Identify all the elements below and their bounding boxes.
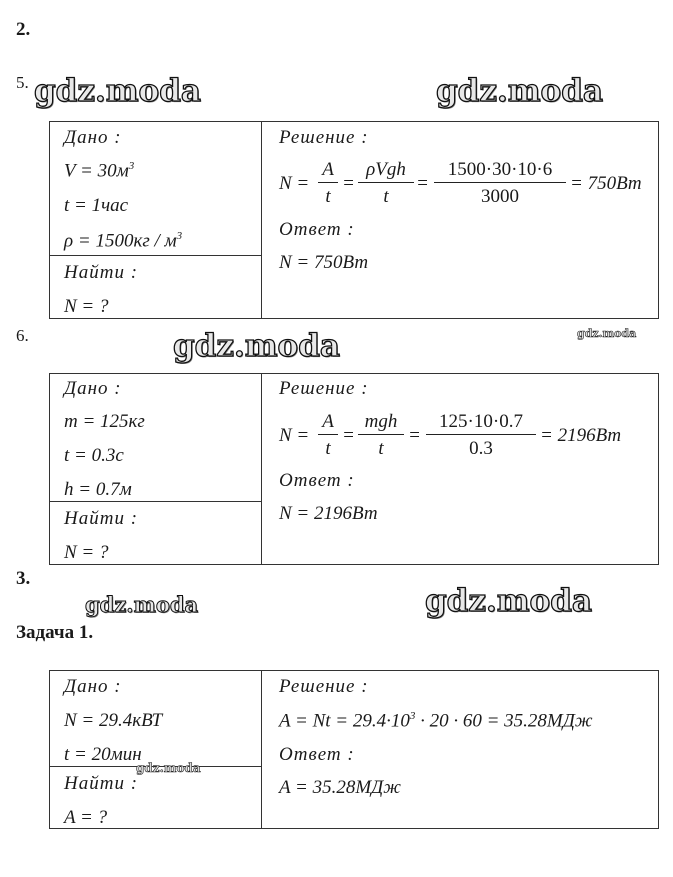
row-divider [50, 255, 261, 256]
given-height: h = 0.7м [64, 479, 132, 500]
solution-header: Решение : [279, 378, 369, 399]
answer-header: Ответ : [279, 219, 355, 240]
given-time: t = 20мин [64, 744, 142, 765]
answer-value: N = 2196Вт [279, 503, 378, 524]
column-divider [261, 122, 262, 318]
solution-header: Решение : [279, 127, 369, 148]
answer-value: A = 35.28МДж [279, 777, 401, 798]
task-5-label: 5. [16, 73, 29, 92]
given-header: Дано : [64, 676, 122, 697]
answer-header: Ответ : [279, 470, 355, 491]
find-value: N = ? [64, 296, 109, 317]
watermark: gdz.moda [425, 583, 592, 619]
fraction-numeric: 125·10·0.7 0.3 [426, 412, 536, 458]
fraction-a-over-t: A t [318, 412, 338, 458]
column-divider [261, 671, 262, 828]
fraction-a-over-t: A t [318, 160, 338, 206]
fraction-mgh-over-t: mgh t [358, 412, 404, 458]
task-6-label: 6. [16, 326, 29, 345]
answer-value: N = 750Вт [279, 252, 369, 273]
find-value: N = ? [64, 542, 109, 563]
formula-result: = 750Вт [570, 173, 642, 194]
given-power: N = 29.4кВТ [64, 710, 163, 731]
section-3-label: 3. [16, 568, 31, 589]
watermark: gdz.moda [85, 592, 199, 617]
column-divider [261, 374, 262, 564]
watermark: gdz.moda [136, 761, 201, 775]
find-header: Найти : [64, 262, 139, 283]
answer-header: Ответ : [279, 744, 355, 765]
watermark: gdz.moda [173, 328, 340, 364]
given-header: Дано : [64, 378, 122, 399]
watermark: gdz.moda [34, 73, 201, 109]
find-value: A = ? [64, 807, 108, 828]
given-time: t = 1час [64, 195, 129, 216]
fraction-numeric: 1500·30·10·6 3000 [434, 160, 566, 206]
solution-header: Решение : [279, 676, 369, 697]
fraction-rhovgh-over-t: ρVgh t [358, 160, 414, 206]
watermark: gdz.moda [436, 73, 603, 109]
task-6-table [49, 373, 659, 565]
given-volume: $V = 30м^3$ [64, 160, 135, 182]
given-time: t = 0.3с [64, 445, 124, 466]
formula-result: = 2196Вт [540, 425, 622, 446]
section-2-label: 2. [16, 19, 31, 40]
given-mass: m = 125кг [64, 411, 145, 432]
equals-sign: = [416, 173, 429, 194]
equals-sign: = [342, 425, 355, 446]
equals-sign: = [408, 425, 421, 446]
find-header: Найти : [64, 508, 139, 529]
row-divider [50, 501, 261, 502]
find-header: Найти : [64, 773, 139, 794]
task-1-title: Задача 1. [16, 622, 94, 643]
watermark: gdz.moda [577, 327, 637, 340]
formula-lhs: N = [279, 425, 310, 446]
given-header: Дано : [64, 127, 122, 148]
formula-lhs: N = [279, 173, 310, 194]
given-density: $\rho = 1500кг / м^3$ [64, 230, 183, 252]
task-1-table [49, 670, 659, 829]
formula: $A = Nt = 29.4\cdot 10^3 \cdot 20 \cdot 60 = 35.28МДж$ [279, 710, 593, 732]
task-5-table [49, 121, 659, 319]
equals-sign: = [342, 173, 355, 194]
